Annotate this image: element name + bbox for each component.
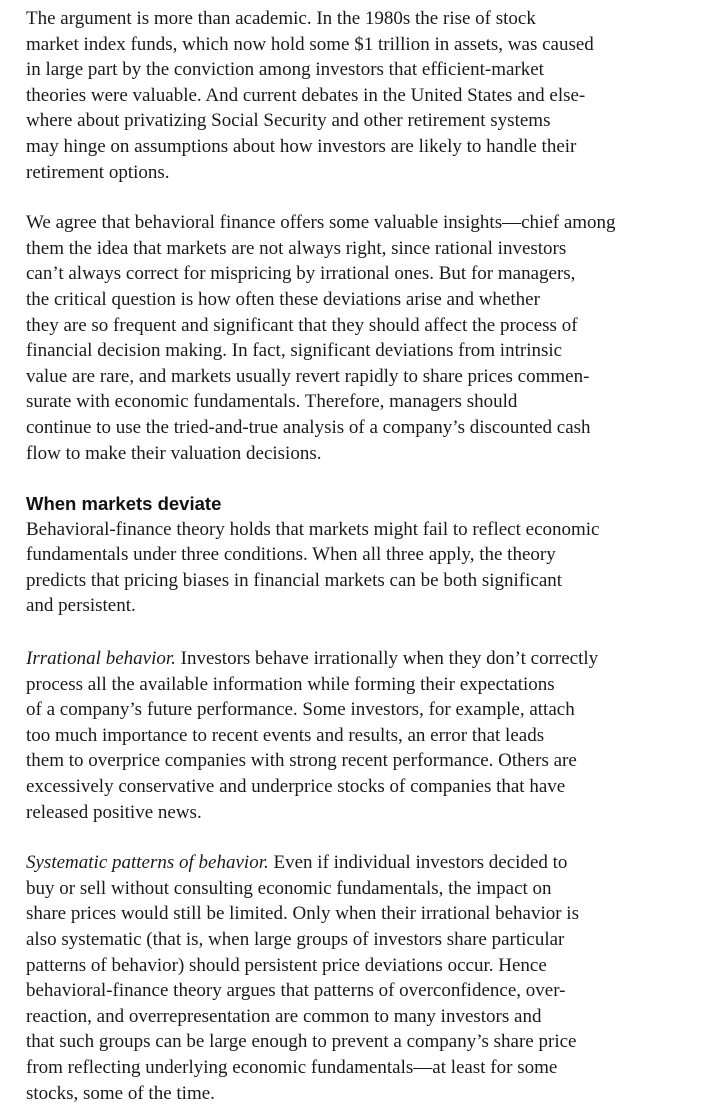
text-line: excessively conservative and underprice stocks of companies that have (26, 776, 566, 798)
text-line: predicts that pricing biases in financial markets can be both significant (26, 569, 563, 591)
text-line: in large part by the conviction among investors that efficient-market (26, 59, 544, 81)
text-line: they are so frequent and significant that they should affect the process of (26, 314, 578, 336)
text-line: stocks, some of the time. (26, 1082, 215, 1104)
text-line: too much importance to recent events and results, an error that leads (26, 724, 545, 746)
text-line: market index funds, which now hold some $1 trillion in assets, was caused (26, 33, 594, 55)
text-line: can’t always correct for mispricing by irrational ones. But for managers, (26, 263, 576, 285)
text-line: flow to make their valuation decisions. (26, 442, 322, 464)
text-line: may hinge on assumptions about how investors are likely to handle their (26, 135, 577, 157)
text-line: share prices would still be limited. Only when their irrational behavior is (26, 903, 579, 925)
text-line: We agree that behavioral finance offers some valuable insights—chief among (26, 212, 616, 234)
text-line: surate with economic fundamentals. Therefore, managers should (26, 391, 518, 413)
text-line: reaction, and overrepresentation are common to many investors and (26, 1005, 542, 1027)
text-line: where about privatizing Social Security and other retirement systems (26, 110, 551, 132)
text-line: also systematic (that is, when large groups of investors share particular (26, 929, 565, 950)
text-line: Behavioral-finance theory holds that markets might fail to reflect economic (26, 518, 600, 540)
section-heading: When markets deviate (26, 493, 222, 515)
paragraph-three-conditions (26, 517, 670, 619)
text-line: of a company’s future performance. Some investors, for example, attach (26, 699, 575, 721)
paragraph-spacer (26, 466, 670, 491)
text-line: continue to use the tried-and-true analysis of a company’s discounted cash (26, 416, 591, 438)
text-line: released positive news. (26, 801, 202, 823)
paragraph-spacer (26, 825, 670, 850)
paragraph-index-funds (26, 6, 670, 185)
text-line: theories were valuable. And current debates in the United States and else- (26, 84, 586, 106)
text-line: them to overprice companies with strong recent performance. Others are (26, 750, 577, 772)
paragraph-systematic-patterns (26, 850, 670, 1106)
paragraph-spacer (26, 185, 670, 210)
text-line: retirement options. (26, 161, 170, 183)
text-line: the critical question is how often these deviations arise and whether (26, 288, 540, 310)
paragraph-behavioral-insights (26, 210, 670, 466)
text-line (26, 646, 670, 672)
lead-line-rest: Even if individual investors decided to (268, 852, 568, 874)
text-line: value are rare, and markets usually revert rapidly to share prices commen- (26, 365, 590, 387)
text-line: buy or sell without consulting economic fundamentals, the impact on (26, 877, 552, 899)
text-line: patterns of behavior) should persistent price deviations occur. Hence (26, 954, 547, 976)
paragraph-spacer (26, 619, 670, 646)
text-line (26, 850, 670, 876)
text-line: financial decision making. In fact, significant deviations from intrinsic (26, 340, 563, 362)
lead-in-irrational-behavior: Irrational behavior. (26, 648, 176, 670)
paragraph-irrational-behavior (26, 646, 670, 825)
text-line: process all the available information while forming their expectations (26, 673, 555, 695)
text-line: behavioral-finance theory argues that patterns of overconfidence, over- (26, 980, 566, 1002)
lead-in-systematic-patterns: Systematic patterns of behavior. (26, 852, 269, 874)
text-line: from reflecting underlying economic fundamentals—at least for some (26, 1056, 558, 1078)
text-line: The argument is more than academic. In the 1980s the rise of stock (26, 8, 536, 29)
text-line: them the idea that markets are not always right, since rational investors (26, 237, 567, 259)
text-line: that such groups can be large enough to prevent a company’s share price (26, 1031, 577, 1053)
text-line: fundamentals under three conditions. When all three apply, the theory (26, 544, 556, 566)
text-line: and persistent. (26, 595, 136, 617)
lead-line-rest: Investors behave irrationally when they don’t correctly (175, 648, 599, 670)
